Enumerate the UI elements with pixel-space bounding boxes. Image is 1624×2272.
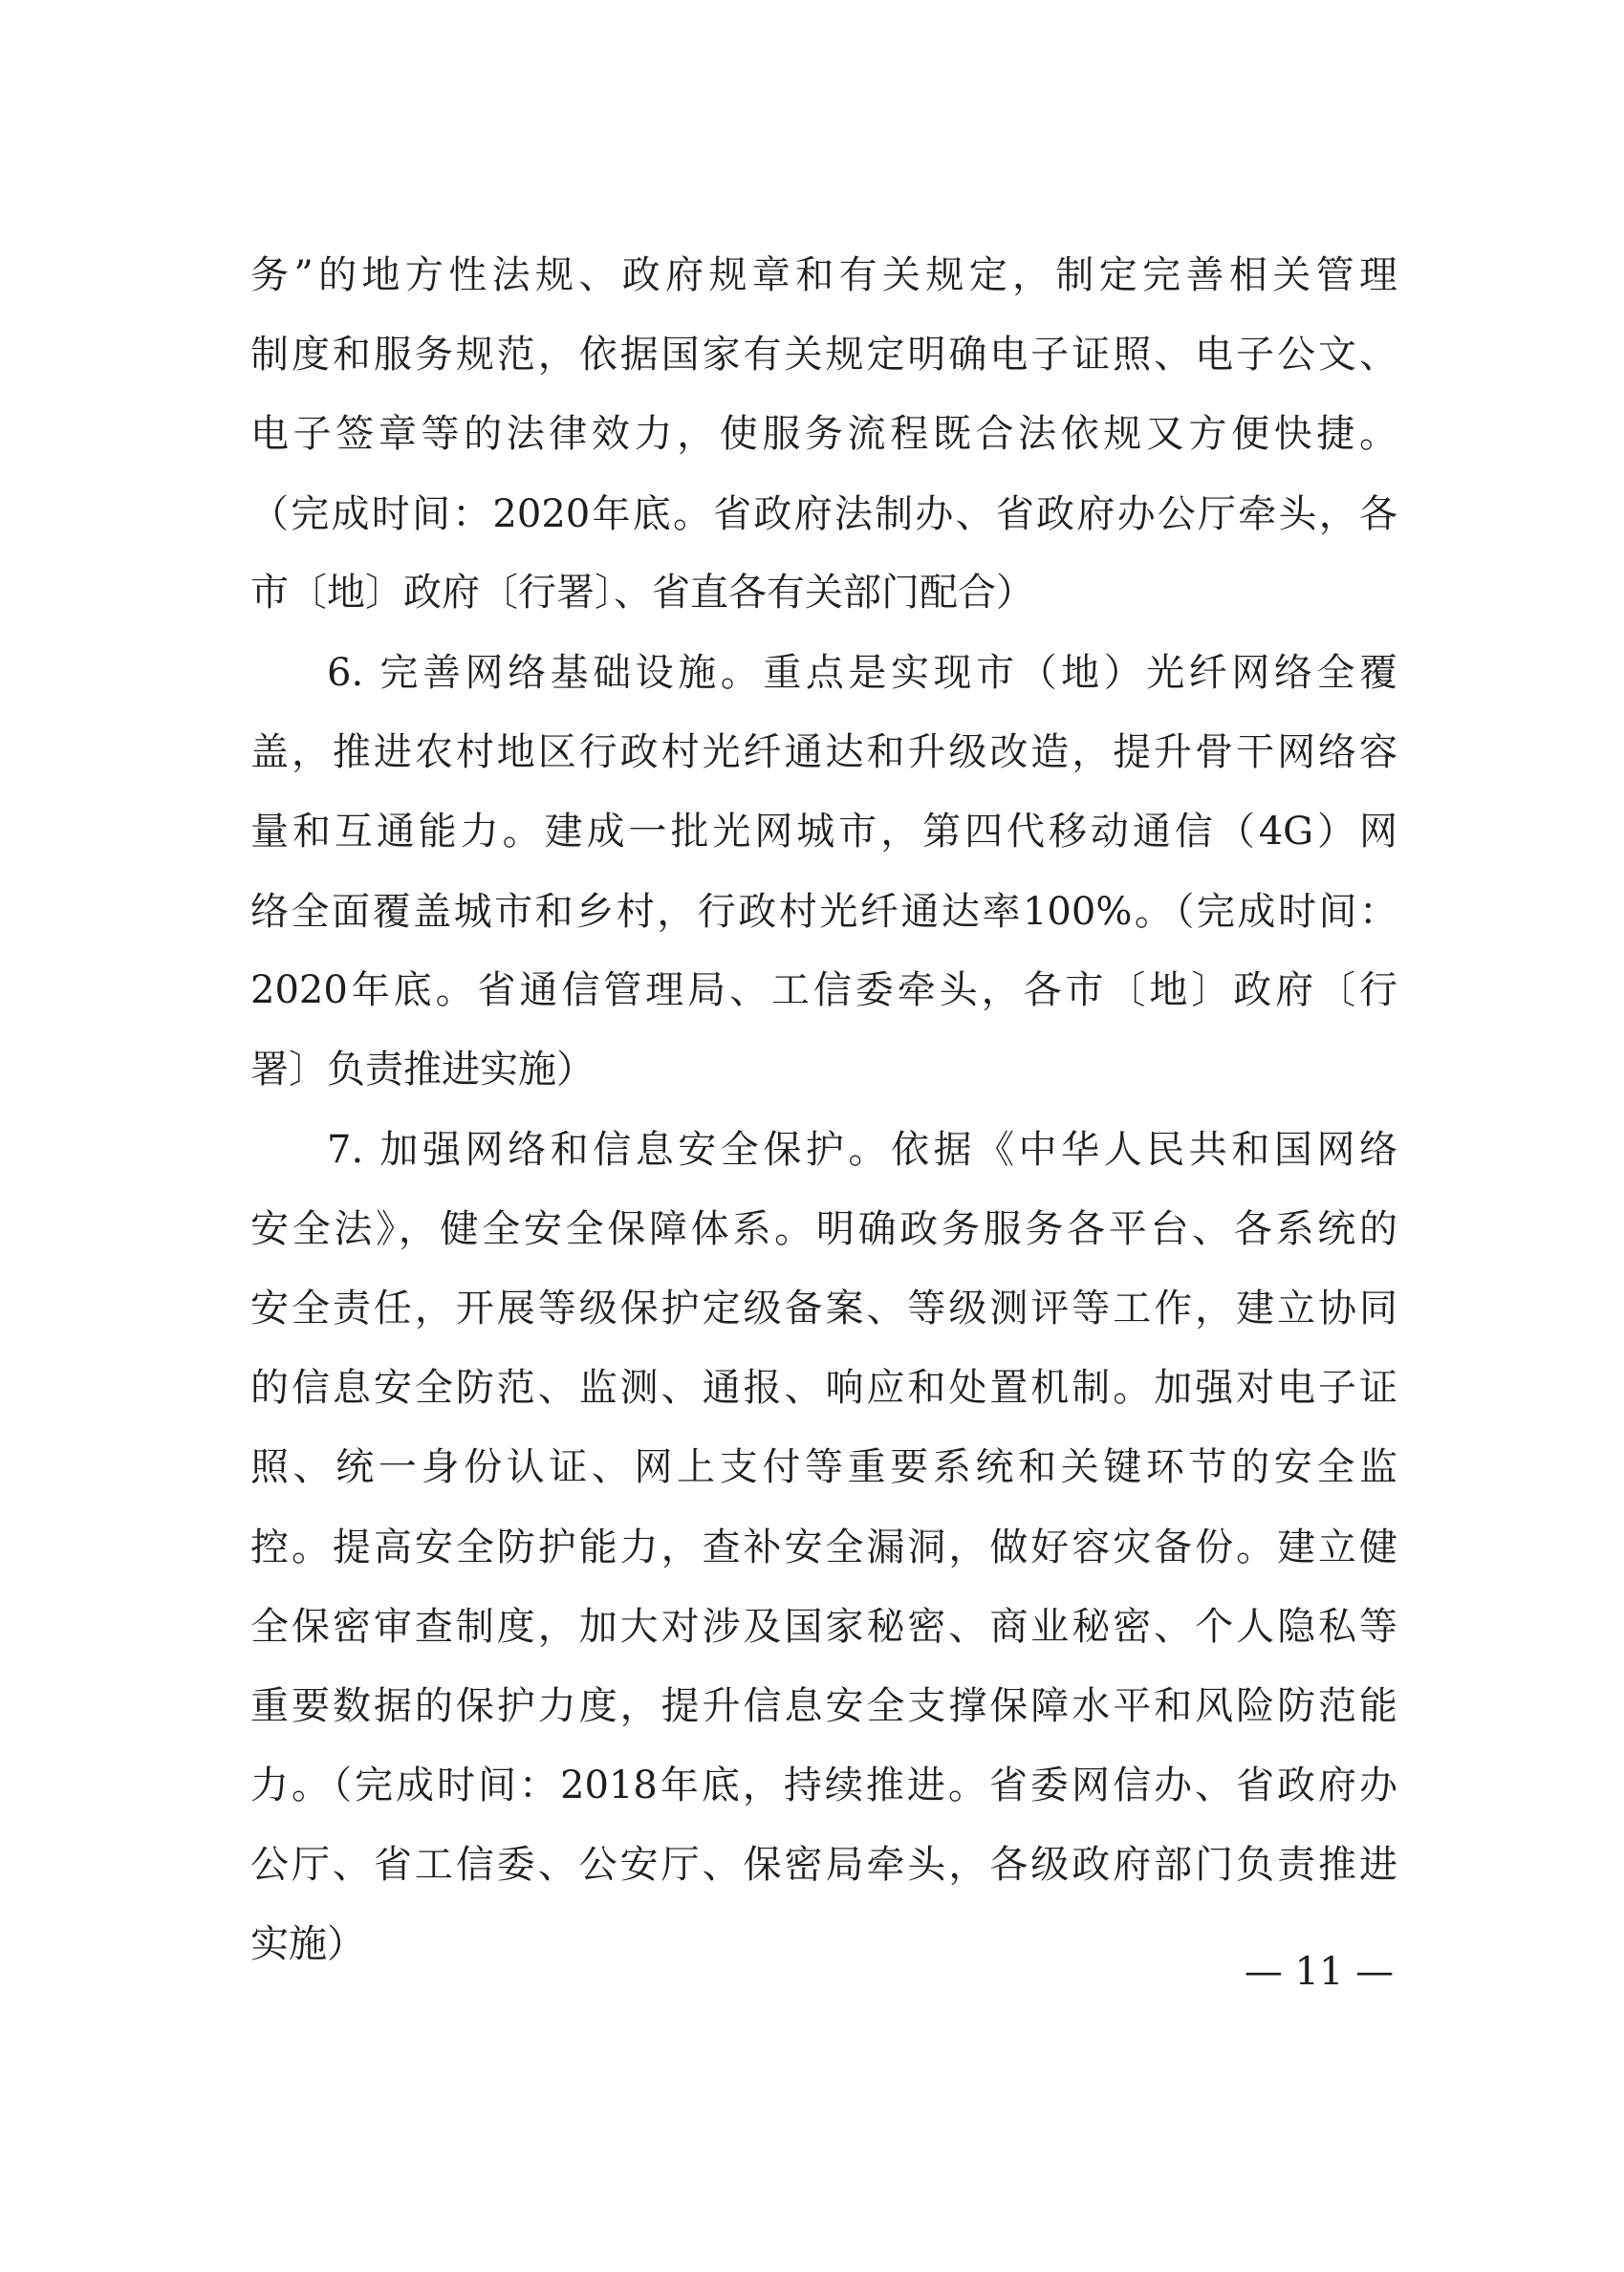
body-text-line: 安全法》，健全安全保障体系。明确政务服务各平台、各系统的 xyxy=(250,1207,1397,1251)
body-text-line: 力。（完成时间：2018年底，持续推进。省委网信办、省政府办 xyxy=(250,1764,1397,1807)
body-text-line: 的信息安全防范、监测、通报、响应和处置机制。加强对电子证 xyxy=(250,1366,1397,1410)
body-text-line: 重要数据的保护力度，提升信息安全支撑保障水平和风险防范能 xyxy=(250,1684,1397,1728)
item-6-heading-line: 6. 完善网络基础设施。重点是实现市（地）光纤网络全覆 xyxy=(327,651,1397,695)
body-text-line: 2020年底。省通信管理局、工信委牵头，各市〔地〕政府〔行 xyxy=(250,968,1397,1012)
body-text-line: 制度和服务规范，依据国家有关规定明确电子证照、电子公文、 xyxy=(250,333,1397,377)
body-text-line: 络全面覆盖城市和乡村，行政村光纤通达率100%。（完成时间： xyxy=(250,890,1397,934)
body-text-line: 量和互通能力。建成一批光网城市，第四代移动通信（4G）网 xyxy=(250,810,1397,854)
body-text-line: 安全责任，开展等级保护定级备案、等级测评等工作，建立协同 xyxy=(250,1287,1397,1331)
body-text-line: 照、统一身份认证、网上支付等重要系统和关键环节的安全监 xyxy=(250,1445,1397,1489)
body-text-line: 署〕负责推进实施） xyxy=(250,1048,595,1092)
body-text-line: 盖，推进农村地区行政村光纤通达和升级改造，提升骨干网络容 xyxy=(250,730,1397,774)
body-text-line: （完成时间：2020年底。省政府法制办、省政府办公厅牵头，各 xyxy=(250,492,1397,536)
body-text-line: 市〔地〕政府〔行署〕、省直各有关部门配合） xyxy=(250,571,1034,615)
item-7-heading-line: 7. 加强网络和信息安全保护。依据《中华人民共和国网络 xyxy=(327,1128,1397,1172)
body-text-line: 公厅、省工信委、公安厅、保密局牵头，各级政府部门负责推进 xyxy=(250,1843,1397,1887)
page-number: — 11 — xyxy=(1244,1950,1395,1994)
body-text-line: 电子签章等的法律效力，使服务流程既合法依规又方便快捷。 xyxy=(250,412,1397,456)
body-text-line: 全保密审查制度，加大对涉及国家秘密、商业秘密、个人隐私等 xyxy=(250,1605,1397,1649)
body-text-line: 实施） xyxy=(250,1922,365,1966)
body-text-line: 控。提高安全防护能力，查补安全漏洞，做好容灾备份。建立健 xyxy=(250,1525,1397,1569)
body-text-line: 务”的地方性法规、政府规章和有关规定，制定完善相关管理 xyxy=(250,253,1397,297)
